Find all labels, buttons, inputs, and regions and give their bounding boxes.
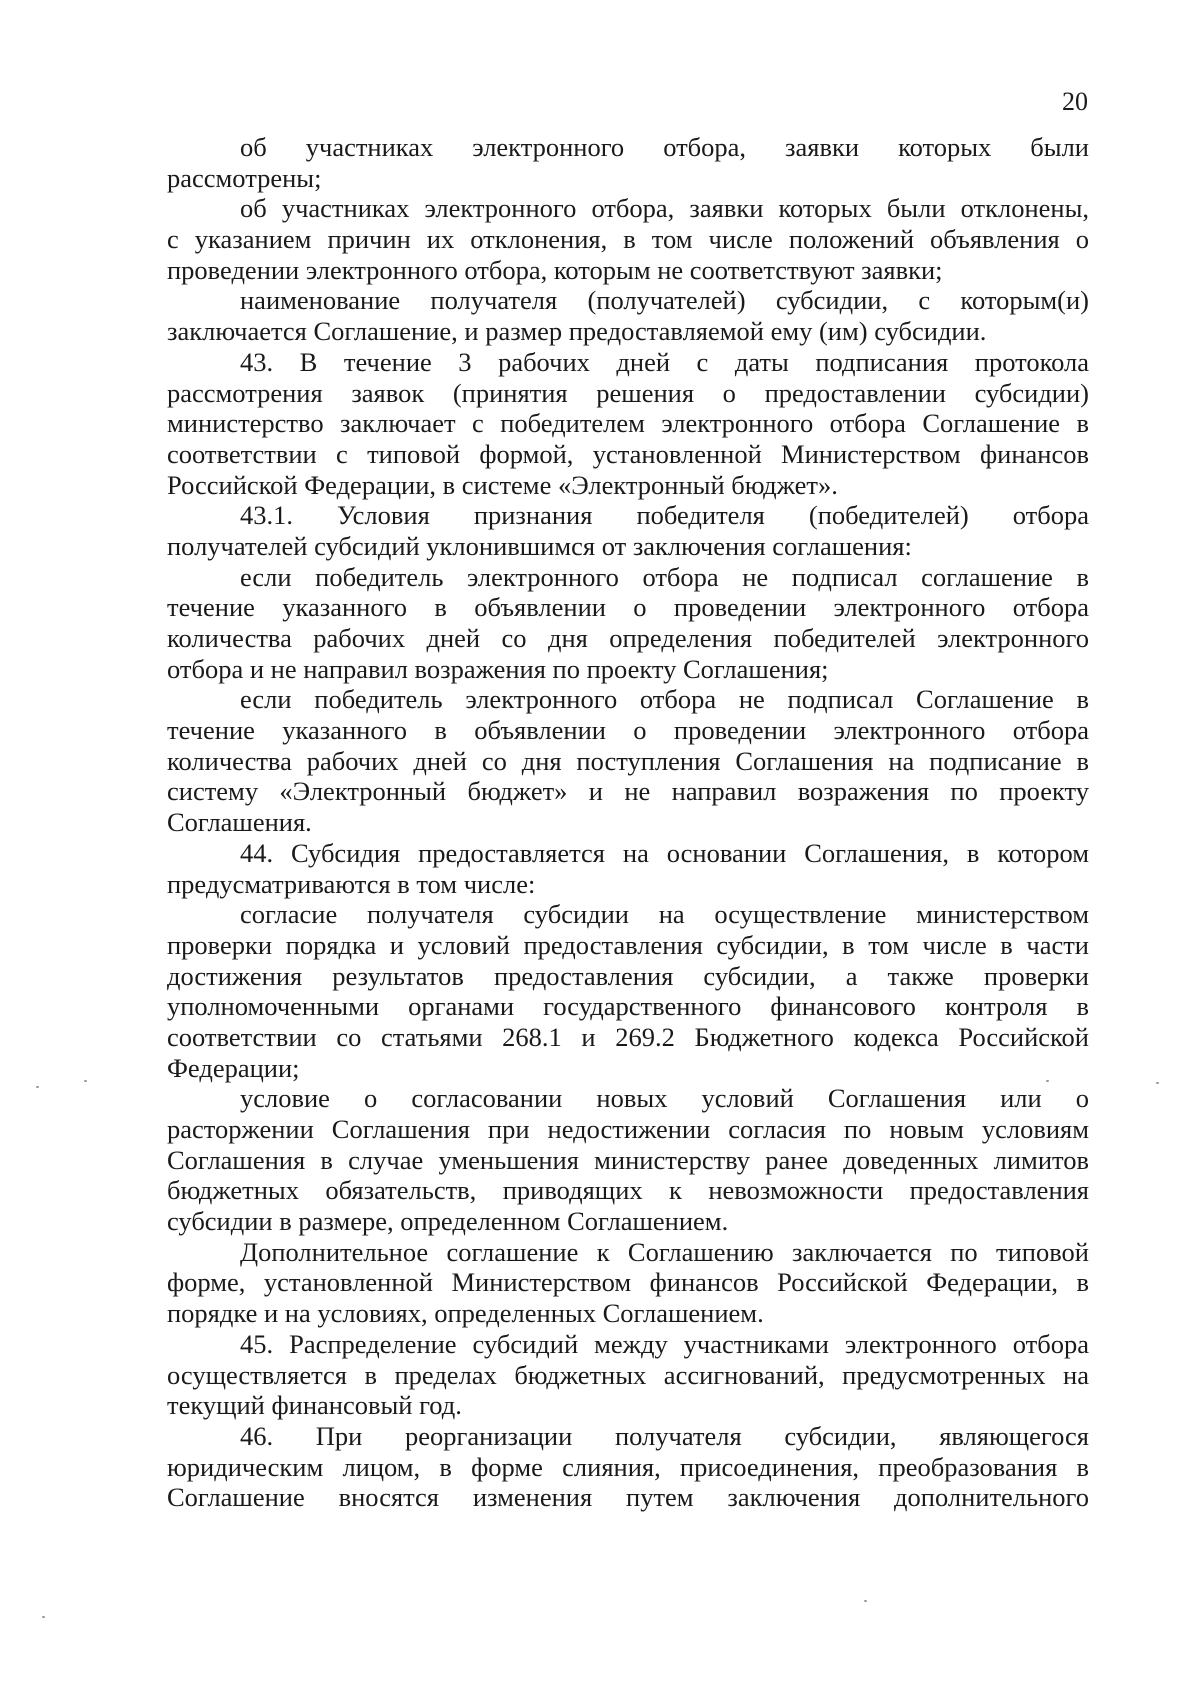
text-line: Федерации; [167, 1052, 300, 1083]
text-line: рассмотрены; [167, 162, 322, 193]
paragraph [167, 1237, 1089, 1329]
text-line: достижения результатов предоставления субсидии, а также проверки [167, 960, 1089, 991]
text-line: условие о согласовании новых условий Соглашения или о [240, 1083, 1089, 1114]
text-line: текущий финансовый год. [167, 1390, 462, 1421]
scan-speck [84, 1080, 87, 1082]
text-line: получателей субсидий уклонившимся от заключения соглашения: [167, 530, 912, 561]
text-line: с указанием причин их отклонения, в том числе положений объявления о [167, 224, 1089, 255]
text-line: об участниках электронного отбора, заявки которых были отклонены, [240, 193, 1089, 224]
scan-speck [36, 1086, 39, 1088]
paragraph [167, 1083, 1089, 1236]
text-line: осуществляется в пределах бюджетных ассигнований, предусмотренных на [167, 1359, 1089, 1390]
text-line: количества рабочих дней со дня поступления Соглашения на подписание в [167, 745, 1089, 776]
paragraph [167, 347, 1089, 500]
text-line: 46. При реорганизации получателя субсидии, являющегося [240, 1420, 1089, 1451]
text-line: соответствии со статьями 268.1 и 269.2 Бюджетного кодекса Российской [167, 1021, 1089, 1052]
text-line: отбора и не направил возражения по проекту Соглашения; [167, 653, 829, 684]
text-line: уполномоченными органами государственного финансового контроля в [167, 991, 1089, 1022]
text-line: течение указанного в объявлении о проведении электронного отбора [167, 592, 1089, 623]
scan-speck [42, 1616, 45, 1618]
text-line: Соглашения. [167, 807, 312, 838]
text-line: субсидии в размере, определенном Соглашением. [167, 1206, 729, 1237]
page-number: 20 [1062, 87, 1088, 116]
text-line: министерство заключает с победителем электронного отбора Соглашение в [167, 408, 1089, 439]
text-line: форме, установленной Министерством финансов Российской Федерации, в [167, 1267, 1089, 1298]
paragraph [167, 193, 1089, 285]
text-line: Соглашение вносятся изменения путем заключения дополнительного [167, 1482, 1089, 1513]
text-line: систему «Электронный бюджет» и не направил возражения по проекту [167, 776, 1089, 807]
text-line: наименование получателя (получателей) субсидии, с которым(и) [240, 285, 1089, 316]
text-line: расторжении Соглашения при недостижении согласия по новым условиям [167, 1114, 1089, 1144]
paragraph [167, 899, 1089, 1083]
text-line: бюджетных обязательств, приводящих к невозможности предоставления [167, 1175, 1089, 1206]
text-line: 43. В течение 3 рабочих дней с даты подписания протокола [240, 346, 1089, 377]
text-line: юридическим лицом, в форме слияния, присоединения, преобразования в [167, 1451, 1089, 1482]
text-line: рассмотрения заявок (принятия решения о предоставлении субсидии) [167, 377, 1089, 408]
paragraph [167, 838, 1089, 899]
text-line: если победитель электронного отбора не подписал Соглашение в [240, 684, 1089, 715]
text-line: соответствии с типовой формой, установленной Министерством финансов [167, 438, 1089, 469]
text-line: количества рабочих дней со дня определения победителей электронного [167, 623, 1089, 653]
scan-speck [1156, 1082, 1159, 1084]
text-line: Соглашения в случае уменьшения министерству ранее доведенных лимитов [167, 1144, 1089, 1175]
text-line: согласие получателя субсидии на осуществление министерством [240, 899, 1089, 930]
scan-speck [1046, 1080, 1049, 1082]
paragraph [167, 562, 1089, 685]
paragraph [167, 1329, 1089, 1421]
text-line: Российской Федерации, в системе «Электронный бюджет». [167, 469, 838, 500]
text-line: Дополнительное соглашение к Соглашению заключается по типовой [240, 1236, 1089, 1267]
text-line: 43.1. Условия признания победителя (победителей) отбора [240, 500, 1089, 531]
scan-speck [864, 1600, 867, 1602]
text-line: порядке и на условиях, определенных Соглашением. [167, 1298, 764, 1329]
text-line: предусматриваются в том числе: [167, 868, 536, 899]
text-line: проведении электронного отбора, которым не соответствуют заявки; [167, 254, 943, 285]
text-line: если победитель электронного отбора не подписал соглашение в [240, 561, 1089, 592]
document-body [167, 132, 1089, 1513]
paragraph [167, 1421, 1089, 1513]
text-line: об участниках электронного отбора, заявки которых были [240, 132, 1089, 162]
paragraph [167, 285, 1089, 346]
paragraph [167, 500, 1089, 561]
text-line: течение указанного в объявлении о проведении электронного отбора [167, 715, 1089, 746]
text-line: заключается Соглашение, и размер предоставляемой ему (им) субсидии. [167, 316, 987, 347]
text-line: 44. Субсидия предоставляется на основании Соглашения, в котором [240, 837, 1089, 868]
paragraph [167, 132, 1089, 193]
text-line: 45. Распределение субсидий между участниками электронного отбора [240, 1328, 1089, 1359]
text-line: проверки порядка и условий предоставления субсидии, в том числе в части [167, 929, 1089, 960]
paragraph [167, 684, 1089, 837]
